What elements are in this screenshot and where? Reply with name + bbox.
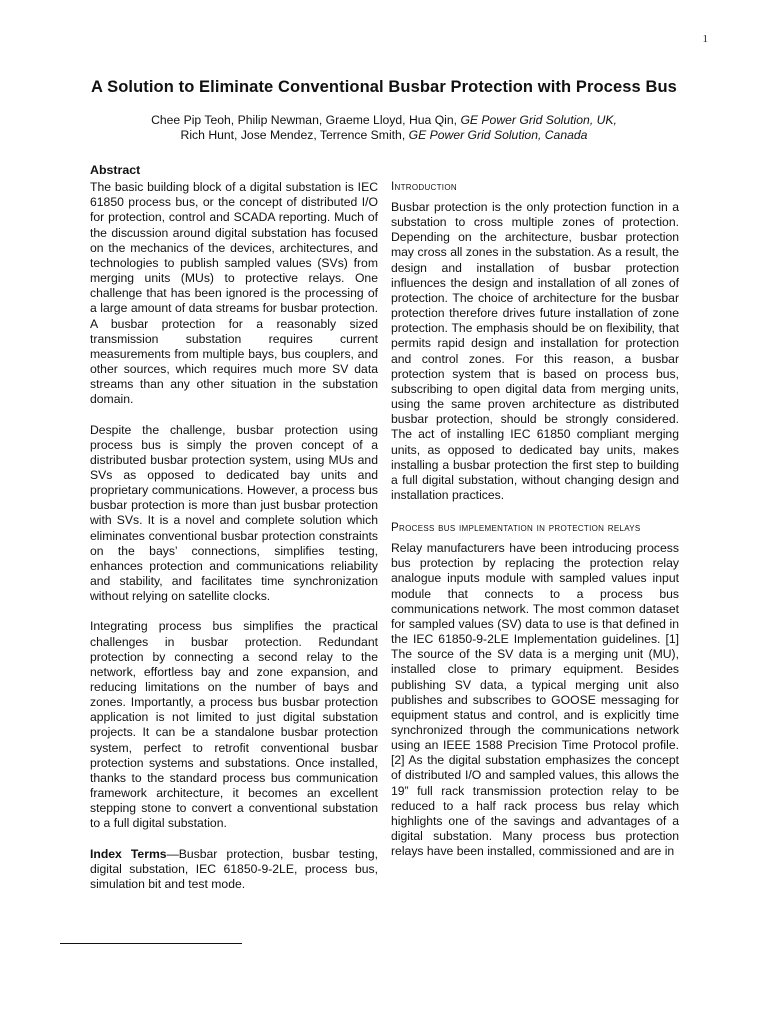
abstract-paragraph-3: Integrating process bus simplifies the practical challenges in busbar protection. Redundant protection by connecting a second relay to the network, effortless bay and zone expansion, and reducing limitations on the number of bays and zones. Importantly, a process bus busbar protection application is not limited to just digital substation projects. It can be a standalone busbar protection system, perfect to retrofit conventional busbar protection systems and substations. Once installed, thanks to the standard process bus communication framework architecture, it becomes an excellent stepping stone to convert a conventional substation to a full digital substation. [90, 619, 378, 831]
abstract-paragraph-1: The basic building block of a digital substation is IEC 61850 process bus, or the concept of distributed I/O for protection, control and SCADA reporting. Much of the discussion around digital substation has focused on the mechanics of the devices, architectures, and technologies to publish sampled values (SVs) from merging units (MUs) to protective relays. One challenge that has been ignored is the processing of a large amount of data streams for busbar protection. A busbar protection for a reasonably sized transmission substation requires current measurements from multiple bays, bus couplers, and other sources, which requires much more SV data streams than any other situation in the substation domain. [90, 180, 378, 407]
author-line-2 [0, 128, 768, 143]
abstract-heading: Abstract [90, 163, 141, 177]
affiliation-1: GE Power Grid Solution, UK, [460, 113, 617, 127]
index-terms [90, 847, 378, 892]
author-names-2: Rich Hunt, Jose Mendez, Terrence Smith, [180, 128, 409, 142]
author-block [0, 113, 768, 143]
paper-title: A Solution to Eliminate Conventional Busbar Protection with Process Bus [91, 78, 677, 96]
author-line-1 [0, 113, 768, 128]
introduction-paragraph: Busbar protection is the only protection function in a substation to cross multiple zones of protection. Depending on the architecture, busbar protection may cross all zones in the substation. As a result, the design and installation of busbar protection influences the design and installation of all zones of protection. The choice of architecture for the busbar protection therefore drives future installation of zone protection. The emphasis should be on flexibility, that permits rapid design and installation for protection and control zones. For this reason, a busbar protection system that is based on process bus, subscribing to open digital data from merging units, using the same proven architecture as distributed busbar protection, should be strongly considered. The act of installing IEC 61850 compliant merging units, as opposed to dedicated bay units, makes installing a busbar protection the first step to building a full digital substation, without changing design and installation practices. [391, 200, 679, 502]
left-column [90, 163, 378, 892]
footnote-divider [60, 943, 242, 944]
abstract-paragraph-2: Despite the challenge, busbar protection using process bus is simply the proven concept of a distributed busbar protection system, using MUs and SVs as opposed to dedicated bay units and proprietary communications. However, a process bus busbar protection is more than just busbar protection with SVs. It is a novel and complete solution which eliminates conventional busbar protection constraints on the bays’ connections, simplifies testing, enhances protection and communications reliability and stability, and facilitates time synchronization without relying on satellite clocks. [90, 422, 378, 604]
process-bus-heading: Process bus implementation in protection relays [391, 521, 641, 535]
index-terms-body: —Busbar protection, busbar testing, digital substation, IEC 61850-9-2LE, process bus, simulation bit and test mode. [90, 846, 378, 891]
index-terms-label: Index Terms [90, 846, 167, 861]
right-column [391, 163, 679, 859]
affiliation-2: GE Power Grid Solution, Canada [408, 128, 588, 142]
page-number: 1 [702, 33, 708, 45]
introduction-heading: Introduction [391, 180, 457, 193]
author-names-1: Chee Pip Teoh, Philip Newman, Graeme Lloyd, Hua Qin, [151, 113, 461, 127]
process-bus-paragraph: Relay manufacturers have been introducing process bus protection by replacing the protection relay analogue inputs module with sampled values input module that connects to a process bus communications network. The most common dataset for sampled values (SV) data to use is that defined in the IEC 61850-9-2LE Implementation guidelines. [1] The source of the SV data is a merging unit (MU), installed close to primary equipment. Besides publishing SV data, a typical merging unit also publishes and subscribes to GOOSE messaging for equipment status and control, and is explicitly time synchronized through the communications network using an IEEE 1588 Precision Time Protocol profile. [2] As the digital substation emphasizes the concept of distributed I/O and sampled values, this allows the 19” full rack transmission protection relay to be reduced to a half rack process bus relay which highlights one of the savings and advantages of a digital substation. Many process bus protection relays have been installed, commissioned and are in [391, 541, 679, 859]
